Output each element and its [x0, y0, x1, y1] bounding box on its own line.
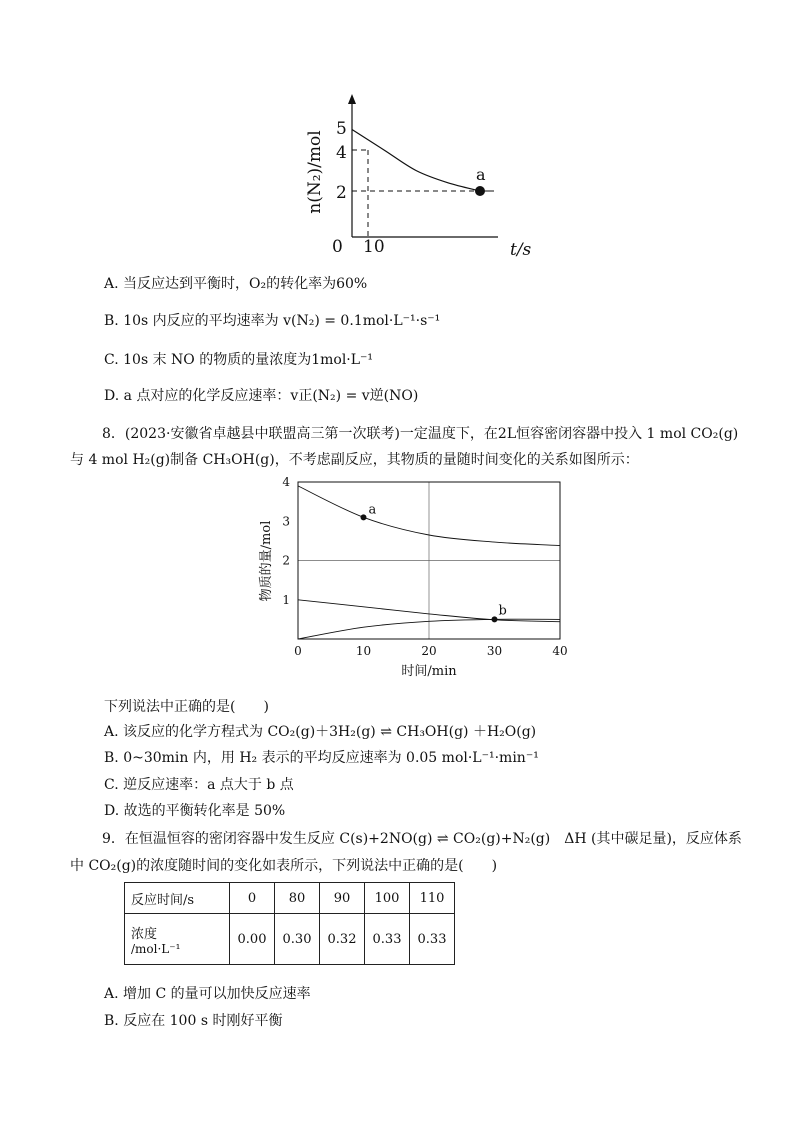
- q8-intro-2: 与 4 mol H₂(g)制备 CH₃OH(g)，不考虑副反应，其物质的量随时间变化的关系如图所示：: [70, 452, 639, 468]
- q7-option-b: B. 10s 内反应的平均速率为 v(N₂) = 0.1mol·L⁻¹·s⁻¹: [104, 313, 441, 329]
- chart1-point-a: [475, 186, 485, 196]
- chart1-xtick-10: 10: [363, 237, 385, 257]
- table-cell: 0.32: [320, 914, 365, 965]
- amount-time-chart: [250, 476, 580, 682]
- q9-option-a: A. 增加 C 的量可以加快反应速率: [104, 986, 311, 1002]
- chart2-xtick-label: 40: [552, 644, 568, 658]
- chart1-ytick-4: 4: [336, 143, 347, 163]
- chart2-ytick-label: 2: [282, 553, 290, 568]
- n2-time-chart: [290, 92, 550, 268]
- chart1-series-n2: [352, 130, 480, 192]
- q9-option-b: B. 反应在 100 s 时刚好平衡: [104, 1013, 283, 1029]
- q8-option-d: D. 故选的平衡转化率是 50%: [104, 803, 286, 819]
- table-cell: 110: [410, 883, 455, 914]
- table-cell: 0: [230, 883, 275, 914]
- q8-question: 下列说法中正确的是( ): [104, 699, 269, 715]
- table-header-time: 反应时间/s: [125, 883, 230, 914]
- chart2-point-b: [492, 616, 498, 622]
- table-header-conc: 浓度 /mol·L⁻¹: [125, 914, 230, 965]
- chart1-ytick-5: 5: [336, 119, 347, 139]
- table-cell: 100: [365, 883, 410, 914]
- chart2-label-b: b: [498, 603, 507, 619]
- chart2-point-a: [361, 514, 367, 520]
- chart2-xlabel: 时间/min: [401, 664, 457, 679]
- chart2-ylabel: 物质的量/mol: [259, 520, 274, 602]
- chart2-ytick-label: 3: [282, 514, 290, 529]
- q9-data-table: [124, 882, 455, 965]
- q8-intro-1: 8．(2023·安徽省卓越县中联盟高三第一次联考)一定温度下，在2L恒容密闭容器中投入 1 mol CO₂(g): [102, 426, 739, 442]
- chart2-ytick-label: 4: [282, 476, 290, 489]
- q9-intro-2: 中 CO₂(g)的浓度随时间的变化如表所示，下列说法中正确的是( ): [70, 858, 498, 874]
- chart1-label-a: a: [476, 165, 486, 184]
- q8-option-c: C. 逆反应速率：a 点大于 b 点: [104, 777, 294, 793]
- q7-option-c: C. 10s 末 NO 的物质的量浓度为1mol·L⁻¹: [104, 352, 374, 368]
- q8-option-a: A. 该反应的化学方程式为 CO₂(g)＋3H₂(g) ⇌ CH₃OH(g) ＋H₂O(g): [104, 724, 537, 740]
- chart2-xticks: [294, 644, 567, 658]
- table-cell: 0.33: [410, 914, 455, 965]
- table-cell: 0.30: [275, 914, 320, 965]
- chart2-ytick-label: 1: [282, 592, 290, 607]
- q7-option-a: A. 当反应达到平衡时，O₂的转化率为60%: [104, 276, 368, 292]
- chart1-xtick-0: 0: [332, 237, 343, 257]
- chart2-yticks: [282, 476, 290, 607]
- q9-intro-1: 9．在恒温恒容的密闭容器中发生反应 C(s)+2NO(g) ⇌ CO₂(g)+N₂(g) ΔH (其中碳足量)，反应体系: [102, 831, 742, 847]
- table-row: [125, 914, 455, 965]
- chart1-ytick-2: 2: [336, 183, 347, 203]
- chart2-label-a: a: [368, 502, 377, 518]
- q7-option-d: D. a 点对应的化学反应速率：v正(N₂) = v逆(NO): [104, 388, 419, 404]
- chart2-xtick-label: 0: [294, 644, 302, 658]
- chart1-xlabel: t/s: [510, 240, 532, 260]
- q8-option-b: B. 0~30min 内，用 H₂ 表示的平均反应速率为 0.05 mol·L⁻¹·min⁻¹: [104, 750, 539, 766]
- table-cell: 0.00: [230, 914, 275, 965]
- chart1-ylabel: n(N₂)/mol: [305, 130, 325, 214]
- table-cell: 0.33: [365, 914, 410, 965]
- chart2-xtick-label: 30: [486, 644, 503, 658]
- chart2-xtick-label: 10: [355, 644, 372, 658]
- table-row: [125, 883, 455, 914]
- chart2-xtick-label: 20: [421, 644, 437, 658]
- table-cell: 90: [320, 883, 365, 914]
- table-cell: 80: [275, 883, 320, 914]
